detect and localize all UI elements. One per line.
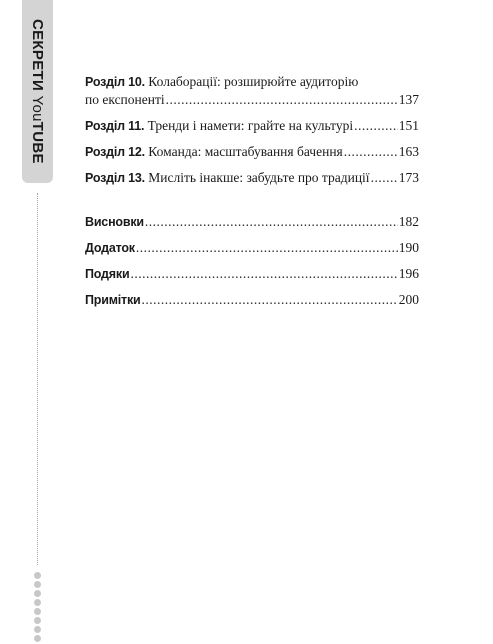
chapter-heading (85, 169, 370, 187)
dot-leader (166, 91, 398, 109)
dot (34, 617, 41, 624)
dot (34, 572, 41, 579)
toc-entry-line (85, 213, 419, 231)
toc-entry-notes[interactable] (85, 291, 419, 309)
chapter-title: Команда: масштабування бачення (148, 144, 343, 159)
chapter-heading (85, 117, 353, 135)
page-number: 196 (398, 266, 419, 281)
toc-entry-appendix[interactable] (85, 239, 419, 257)
section-label: Подяки (85, 267, 130, 281)
book-title-part-1: СЕКРЕТИ (29, 19, 46, 96)
table-of-contents (85, 73, 419, 317)
chapter-label: Розділ 13. (85, 171, 145, 185)
section-label: Примітки (85, 293, 141, 307)
dot (34, 581, 41, 588)
dot-leader (145, 213, 398, 231)
section-label: Висновки (85, 215, 144, 229)
toc-entry-line (85, 169, 419, 187)
toc-entry-line (85, 73, 419, 91)
toc-entry-line (85, 239, 419, 257)
dot (34, 599, 41, 606)
toc-entry-line (85, 143, 419, 161)
page-number: 190 (398, 240, 419, 255)
dotted-divider (37, 193, 38, 565)
chapter-heading (85, 143, 343, 161)
book-title-part-3: TUBE (29, 121, 46, 164)
toc-entry-line (85, 91, 419, 109)
chapter-label: Розділ 12. (85, 145, 145, 159)
chapter-title: Мисліть інакше: забудьте про традиції (148, 170, 370, 185)
chapter-title-continued: по експоненті (85, 92, 165, 107)
page-number: 151 (398, 118, 419, 133)
page-number: 182 (398, 214, 419, 229)
page-number: 200 (398, 292, 419, 307)
chapter-label: Розділ 10. (85, 75, 145, 89)
dot-leader (371, 169, 398, 187)
toc-entry-line (85, 291, 419, 309)
back-matter-group (85, 213, 419, 309)
toc-entry-chapter-11[interactable] (85, 117, 419, 135)
toc-entry-conclusions[interactable] (85, 213, 419, 231)
page-number: 173 (398, 170, 419, 185)
toc-entry-line (85, 265, 419, 283)
dot-leader (136, 239, 398, 257)
dot-leader (344, 143, 398, 161)
dot (34, 608, 41, 615)
section-label: Додаток (85, 241, 135, 255)
toc-entry-line (85, 117, 419, 135)
dot (34, 626, 41, 633)
side-tab (22, 0, 53, 183)
chapter-label: Розділ 11. (85, 119, 145, 133)
book-title-tab (29, 19, 46, 164)
toc-entry-chapter-12[interactable] (85, 143, 419, 161)
page-number: 163 (398, 144, 419, 159)
page-number: 137 (398, 92, 419, 107)
toc-entry-chapter-10[interactable] (85, 73, 419, 109)
toc-entry-acknowledgements[interactable] (85, 265, 419, 283)
dot (34, 635, 41, 642)
toc-entry-chapter-13[interactable] (85, 169, 419, 187)
dot-leader (130, 265, 397, 283)
dot (34, 590, 41, 597)
chapter-title: Колаборації: розширюйте аудиторію (148, 74, 359, 89)
dot-decoration (34, 572, 42, 642)
dot-leader (354, 117, 398, 135)
chapter-title: Тренди і намети: грайте на культурі (147, 118, 354, 133)
book-title-part-2: You (29, 95, 46, 122)
chapters-group (85, 73, 419, 187)
dot-leader (142, 291, 398, 309)
